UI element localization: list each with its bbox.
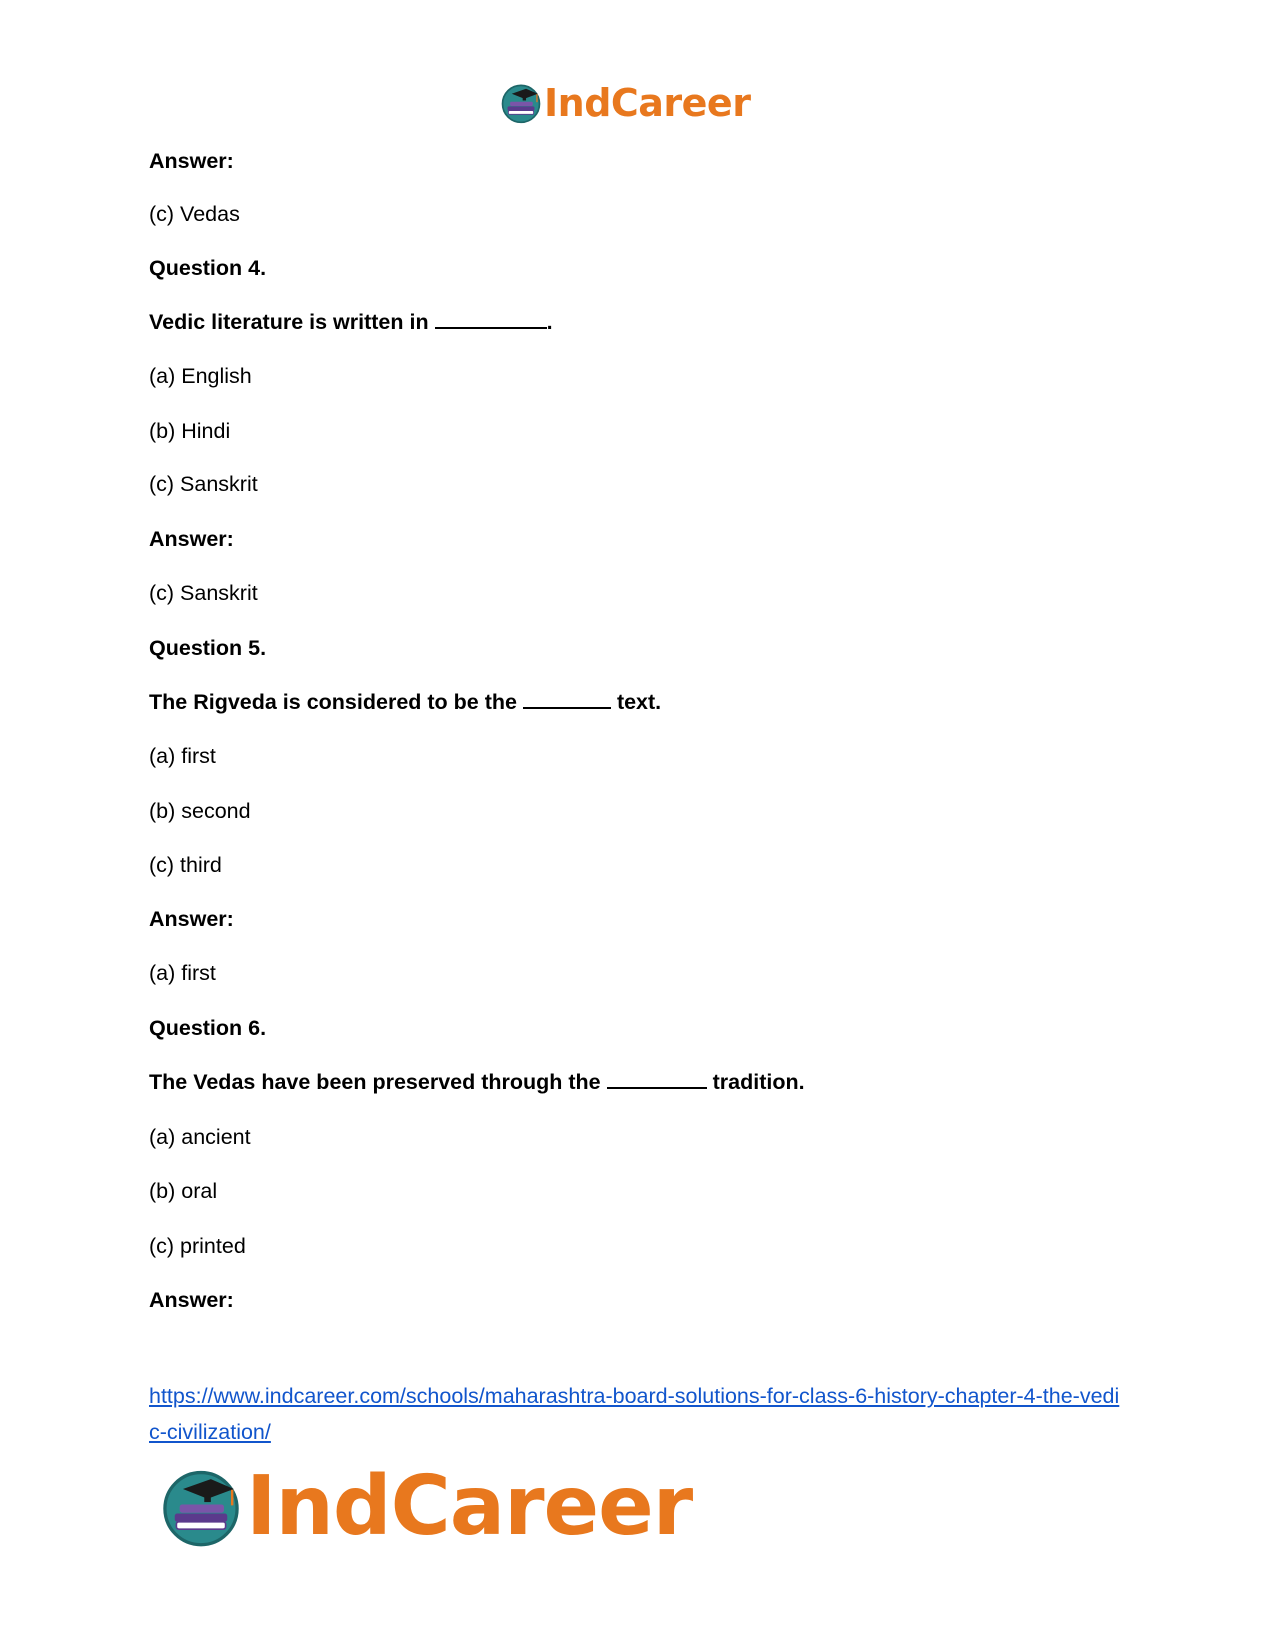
option-a: (a) English [149, 364, 252, 388]
question-number: Question 5. [149, 636, 267, 660]
answer-label: Answer: [149, 527, 234, 551]
option-a: (a) ancient [149, 1125, 251, 1149]
footer-logo-text: IndCareer [246, 1459, 693, 1554]
option-c: (c) third [149, 853, 222, 877]
question-text-before: Vedic literature is written in [149, 310, 429, 334]
option-b: (b) Hindi [149, 419, 231, 443]
footer-logo [160, 1459, 693, 1554]
fill-in-blank [523, 689, 611, 709]
answer-label: Answer: [149, 907, 234, 931]
question-text-after: tradition. [712, 1070, 805, 1094]
question-text [149, 1069, 805, 1095]
logo-emblem-icon [500, 82, 542, 124]
option-a: (a) first [149, 744, 216, 768]
answer-value: (a) first [149, 961, 216, 985]
option-b: (b) second [149, 799, 251, 823]
answer-label: Answer: [149, 149, 234, 173]
option-c: (c) printed [149, 1234, 246, 1258]
question-text-after: text. [616, 690, 662, 714]
fill-in-blank [435, 309, 547, 329]
option-c: (c) Sanskrit [149, 472, 258, 496]
option-b: (b) oral [149, 1179, 218, 1203]
question-text-before: The Vedas have been preserved through the [149, 1070, 601, 1094]
answer-value: (c) Vedas [149, 202, 240, 226]
question-number: Question 4. [149, 256, 267, 280]
source-url-link[interactable]: https://www.indcareer.com/schools/maharashtra-board-solutions-for-class-6-history-chapter-4-the-vedic-civilization/ [149, 1384, 1120, 1444]
header-logo [500, 80, 750, 126]
logo-emblem-icon [160, 1466, 242, 1548]
answer-label: Answer: [149, 1288, 234, 1312]
header-logo-text: IndCareer [544, 81, 751, 125]
question-text-before: The Rigveda is considered to be the [149, 690, 517, 714]
fill-in-blank [607, 1069, 707, 1089]
answer-value: (c) Sanskrit [149, 581, 258, 605]
question-text [149, 309, 553, 335]
question-text-after: . [546, 310, 553, 334]
question-text [149, 689, 661, 715]
question-number: Question 6. [149, 1016, 267, 1040]
